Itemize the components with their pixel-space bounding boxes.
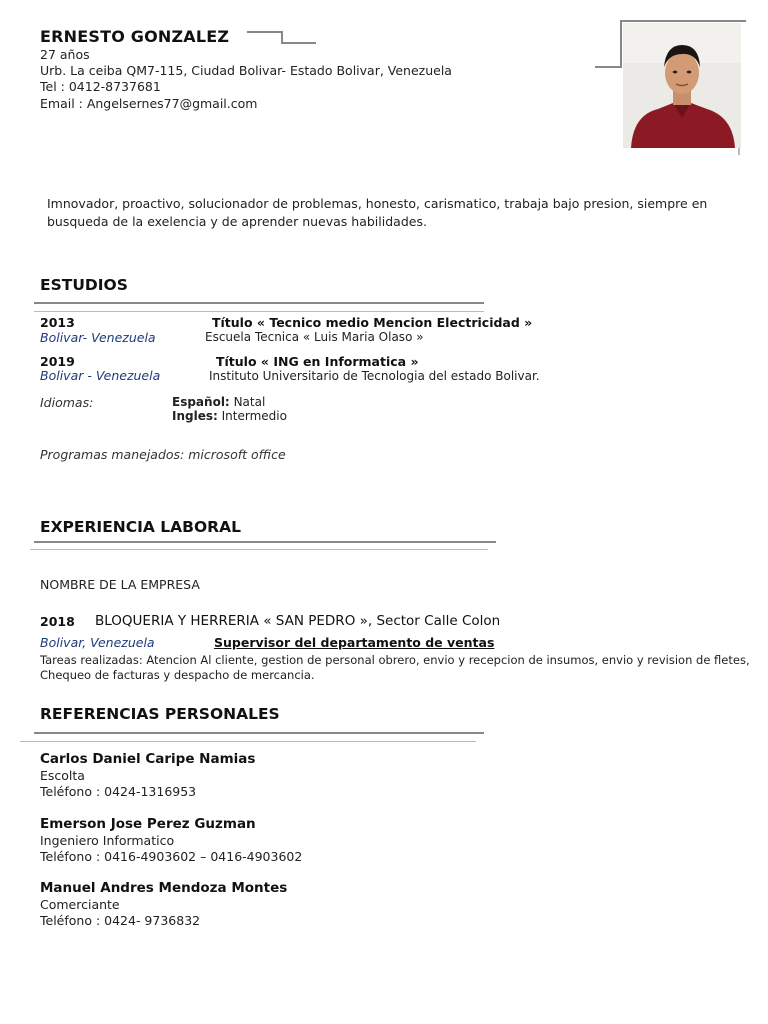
profile-summary: Imnovador, proactivo, solucionador de problemas, honesto, carismatico, trabaja bajo presion, siempre en busqueda de la exelencia y de aprender nuevas habilidades. — [47, 196, 708, 229]
section-divider — [34, 541, 496, 543]
study-degree: Título « Tecnico medio Mencion Electricidad » — [212, 315, 533, 330]
study-place: Bolivar- Venezuela — [40, 330, 156, 345]
language-name: Ingles: — [172, 409, 218, 423]
photo-frame-line — [595, 66, 622, 68]
section-divider — [34, 732, 484, 734]
section-divider — [34, 302, 484, 304]
profile-photo — [623, 23, 741, 148]
reference-phone: Teléfono : 0424-1316953 — [40, 784, 197, 799]
candidate-age: 27 años — [40, 47, 90, 62]
language-item — [172, 409, 287, 423]
photo-frame-line — [620, 20, 622, 68]
reference-name: Emerson Jose Perez Guzman — [40, 816, 256, 832]
reference-role: Ingeniero Informatico — [40, 833, 175, 848]
reference-name: Carlos Daniel Caripe Namias — [40, 751, 256, 767]
job-tasks: Tareas realizadas: Atencion Al cliente, gestion de personal obrero, envio y recepcion de insumos, envio y revision de fletes, Chequeo de facturas y despacho de mercancia. — [40, 653, 750, 682]
study-place: Bolivar - Venezuela — [40, 368, 161, 383]
section-divider — [34, 311, 484, 312]
reference-role: Comerciante — [40, 897, 120, 912]
photo-frame-line — [620, 20, 746, 22]
reference-phone: Teléfono : 0424- 9736832 — [40, 913, 201, 928]
header-decor-line — [281, 42, 316, 44]
job-company: BLOQUERIA Y HERRERIA « SAN PEDRO », Sector Calle Colon — [95, 613, 501, 629]
study-year: 2019 — [40, 354, 75, 369]
candidate-phone: Tel : 0412-8737681 — [40, 79, 161, 94]
section-divider — [30, 549, 488, 550]
section-title-experience: EXPERIENCIA LABORAL — [40, 518, 241, 536]
job-place: Bolivar, Venezuela — [40, 635, 155, 650]
language-name: Español: — [172, 395, 230, 409]
language-item — [172, 395, 265, 409]
section-divider — [20, 741, 476, 742]
reference-role: Escolta — [40, 768, 85, 783]
language-level: Natal — [233, 395, 266, 409]
section-title-references: REFERENCIAS PERSONALES — [40, 705, 280, 723]
study-institution: Instituto Universitario de Tecnologia del estado Bolivar. — [209, 369, 540, 383]
section-title-studies: ESTUDIOS — [40, 276, 128, 294]
candidate-email: Email : Angelsernes77@gmail.com — [40, 96, 258, 111]
language-level: Intermedio — [221, 409, 287, 423]
job-role: Supervisor del departamento de ventas — [214, 635, 495, 650]
company-label: NOMBRE DE LA EMPRESA — [40, 577, 200, 592]
programs-used: Programas manejados: microsoft office — [40, 447, 286, 462]
candidate-address: Urb. La ceiba QM7-115, Ciudad Bolivar- Estado Bolivar, Venezuela — [40, 63, 452, 78]
reference-name: Manuel Andres Mendoza Montes — [40, 880, 288, 896]
study-degree: Título « ING en Informatica » — [216, 354, 419, 369]
languages-label: Idiomas: — [40, 395, 94, 410]
study-institution: Escuela Tecnica « Luis Maria Olaso » — [205, 330, 424, 344]
reference-phone: Teléfono : 0416-4903602 – 0416-4903602 — [40, 849, 303, 864]
candidate-name: ERNESTO GONZALEZ — [40, 27, 230, 46]
header-decor-line — [247, 31, 283, 33]
job-year: 2018 — [40, 614, 75, 629]
study-year: 2013 — [40, 315, 75, 330]
person-photo-icon — [623, 23, 741, 148]
